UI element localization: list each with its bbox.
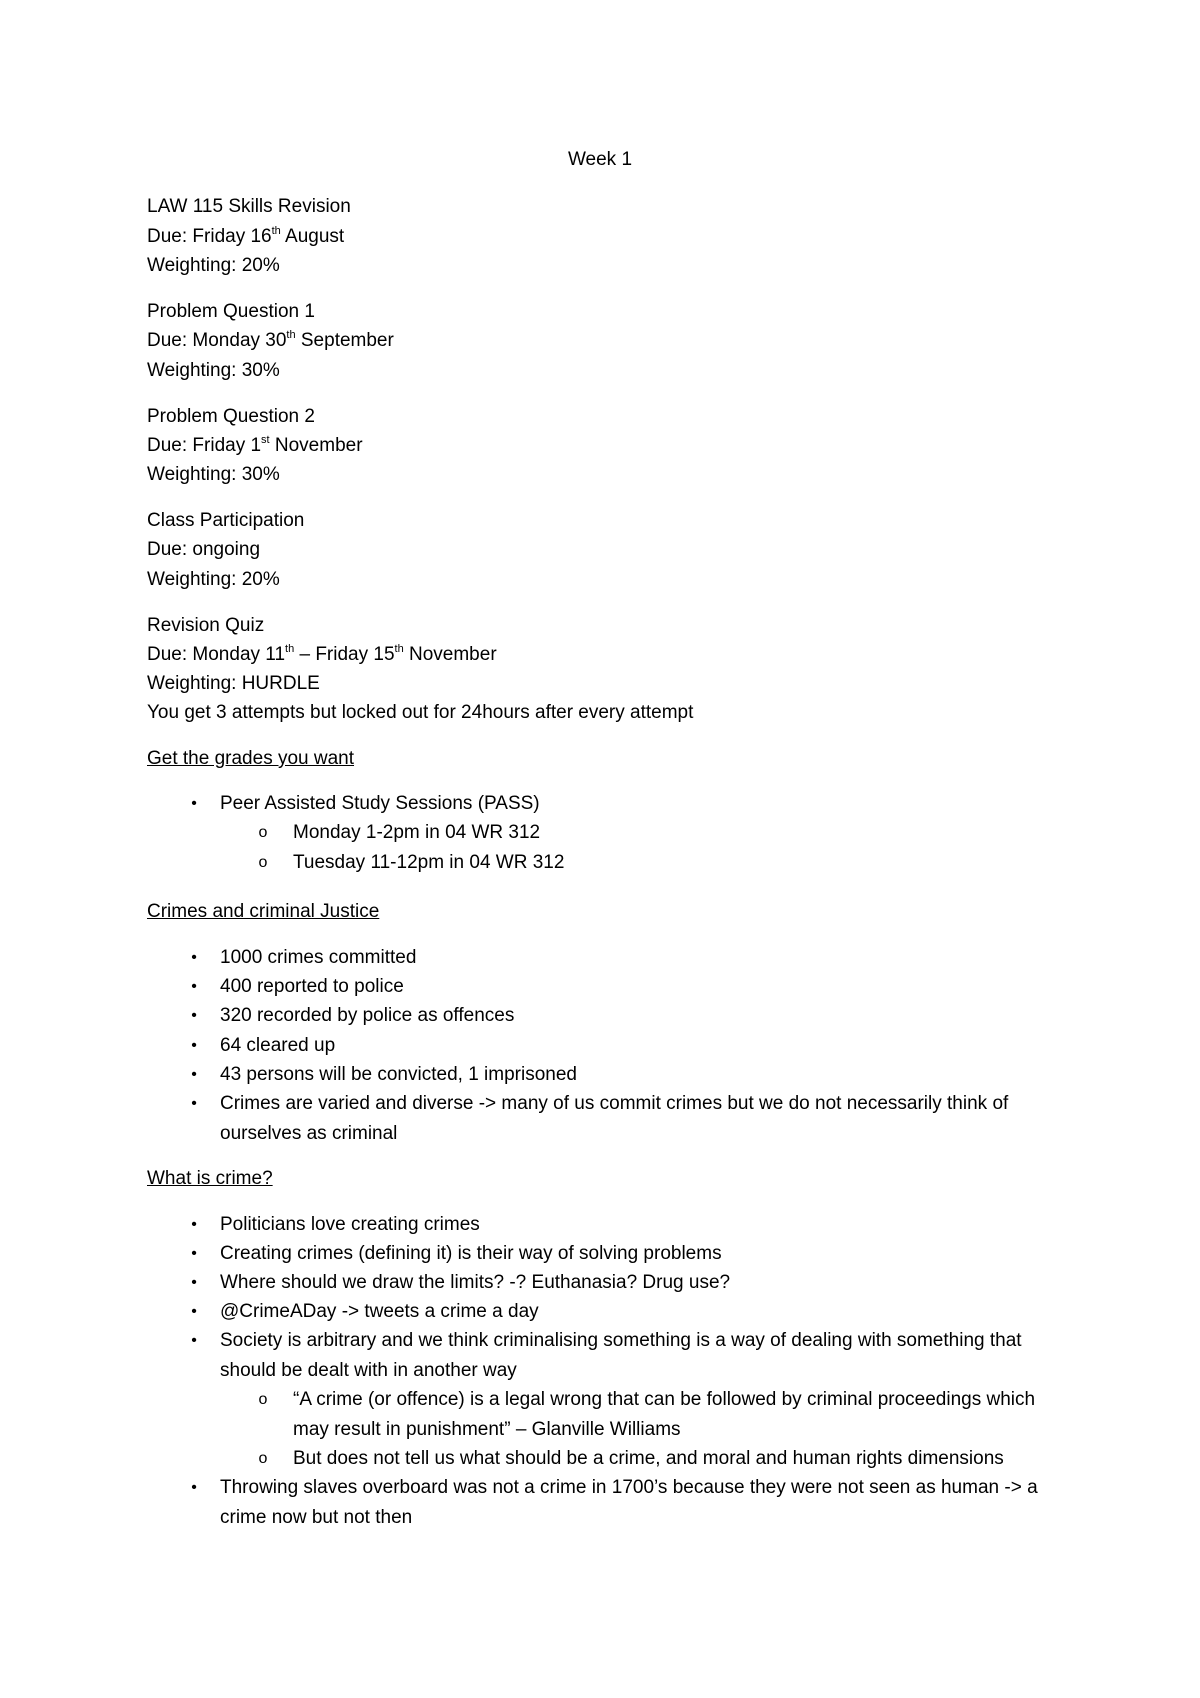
list-item: • 1000 crimes committed xyxy=(0,943,1200,973)
list-item: • Crimes are varied and diverse -> many of us commit crimes but we do not necessarily think of ourselves as criminal xyxy=(0,1089,1200,1149)
bullet-icon: • xyxy=(191,1479,197,1496)
bullet-icon: • xyxy=(191,795,197,812)
bullet-icon: • xyxy=(191,978,197,995)
list-item: • 43 persons will be convicted, 1 imprisoned xyxy=(0,1060,1200,1090)
bullet-icon: • xyxy=(191,949,197,966)
sub-bullet-icon: o xyxy=(258,1391,268,1408)
list-item: • Throwing slaves overboard was not a crime in 1700’s because they were not seen as human -> a crime now but not then xyxy=(0,1473,1200,1533)
list-item: • Peer Assisted Study Sessions (PASS) xyxy=(0,789,1200,819)
sub-list-item: o But does not tell us what should be a crime, and moral and human rights dimensions xyxy=(0,1444,1200,1474)
assessment-weighting: Weighting: 30% xyxy=(147,464,280,485)
list-item: • Creating crimes (defining it) is their way of solving problems xyxy=(0,1239,1200,1269)
bullet-icon: • xyxy=(191,1216,197,1233)
assessment-name: Problem Question 2 xyxy=(147,406,315,427)
sub-list-item: o “A crime (or offence) is a legal wrong that can be followed by criminal proceedings which may result in punishment” – Glanville Williams xyxy=(0,1385,1200,1445)
list-item: • 64 cleared up xyxy=(0,1031,1200,1061)
list-item: • @CrimeADay -> tweets a crime a day xyxy=(0,1297,1200,1327)
sub-list-item: o Tuesday 11-12pm in 04 WR 312 xyxy=(0,848,1200,878)
bullet-icon: • xyxy=(191,1332,197,1349)
list-item: • Society is arbitrary and we think criminalising something is a way of dealing with something that should be dealt with in another way xyxy=(0,1326,1200,1386)
assessment-name: Problem Question 1 xyxy=(147,301,315,322)
sub-list-item: o Monday 1-2pm in 04 WR 312 xyxy=(0,818,1200,848)
assessment-weighting: Weighting: HURDLE xyxy=(147,673,320,694)
bullet-icon: • xyxy=(191,1274,197,1291)
assessment-due: Due: Monday 11th – Friday 15th November xyxy=(147,642,497,665)
bullet-icon: • xyxy=(191,1303,197,1320)
list-item: • Where should we draw the limits? -? Euthanasia? Drug use? xyxy=(0,1268,1200,1298)
assessment-due: Due: Monday 30th September xyxy=(147,328,394,351)
section-heading-what-is-crime: What is crime? xyxy=(147,1168,273,1189)
page-title: Week 1 xyxy=(567,149,633,170)
assessment-due: Due: Friday 1st November xyxy=(147,433,363,456)
assessment-due: Due: ongoing xyxy=(147,539,261,560)
sub-bullet-icon: o xyxy=(258,1450,268,1467)
bullet-icon: • xyxy=(191,1095,197,1112)
assessment-name: LAW 115 Skills Revision xyxy=(147,196,351,217)
section-heading-crimes: Crimes and criminal Justice xyxy=(147,901,380,922)
bullet-icon: • xyxy=(191,1066,197,1083)
list-item: • Politicians love creating crimes xyxy=(0,1210,1200,1240)
assessment-weighting: Weighting: 30% xyxy=(147,360,280,381)
assessment-name: Class Participation xyxy=(147,510,305,531)
assessment-weighting: Weighting: 20% xyxy=(147,569,280,590)
assessment-due: Due: Friday 16th August xyxy=(147,224,345,247)
sub-bullet-icon: o xyxy=(258,854,268,871)
assessment-name: Revision Quiz xyxy=(147,615,265,636)
list-item: • 400 reported to police xyxy=(0,972,1200,1002)
bullet-icon: • xyxy=(191,1007,197,1024)
assessment-weighting: Weighting: 20% xyxy=(147,255,280,276)
bullet-icon: • xyxy=(191,1037,197,1054)
sub-bullet-icon: o xyxy=(258,824,268,841)
list-item: • 320 recorded by police as offences xyxy=(0,1001,1200,1031)
bullet-icon: • xyxy=(191,1245,197,1262)
section-heading-grades: Get the grades you want xyxy=(147,748,355,769)
assessment-note: You get 3 attempts but locked out for 24hours after every attempt xyxy=(147,702,694,723)
